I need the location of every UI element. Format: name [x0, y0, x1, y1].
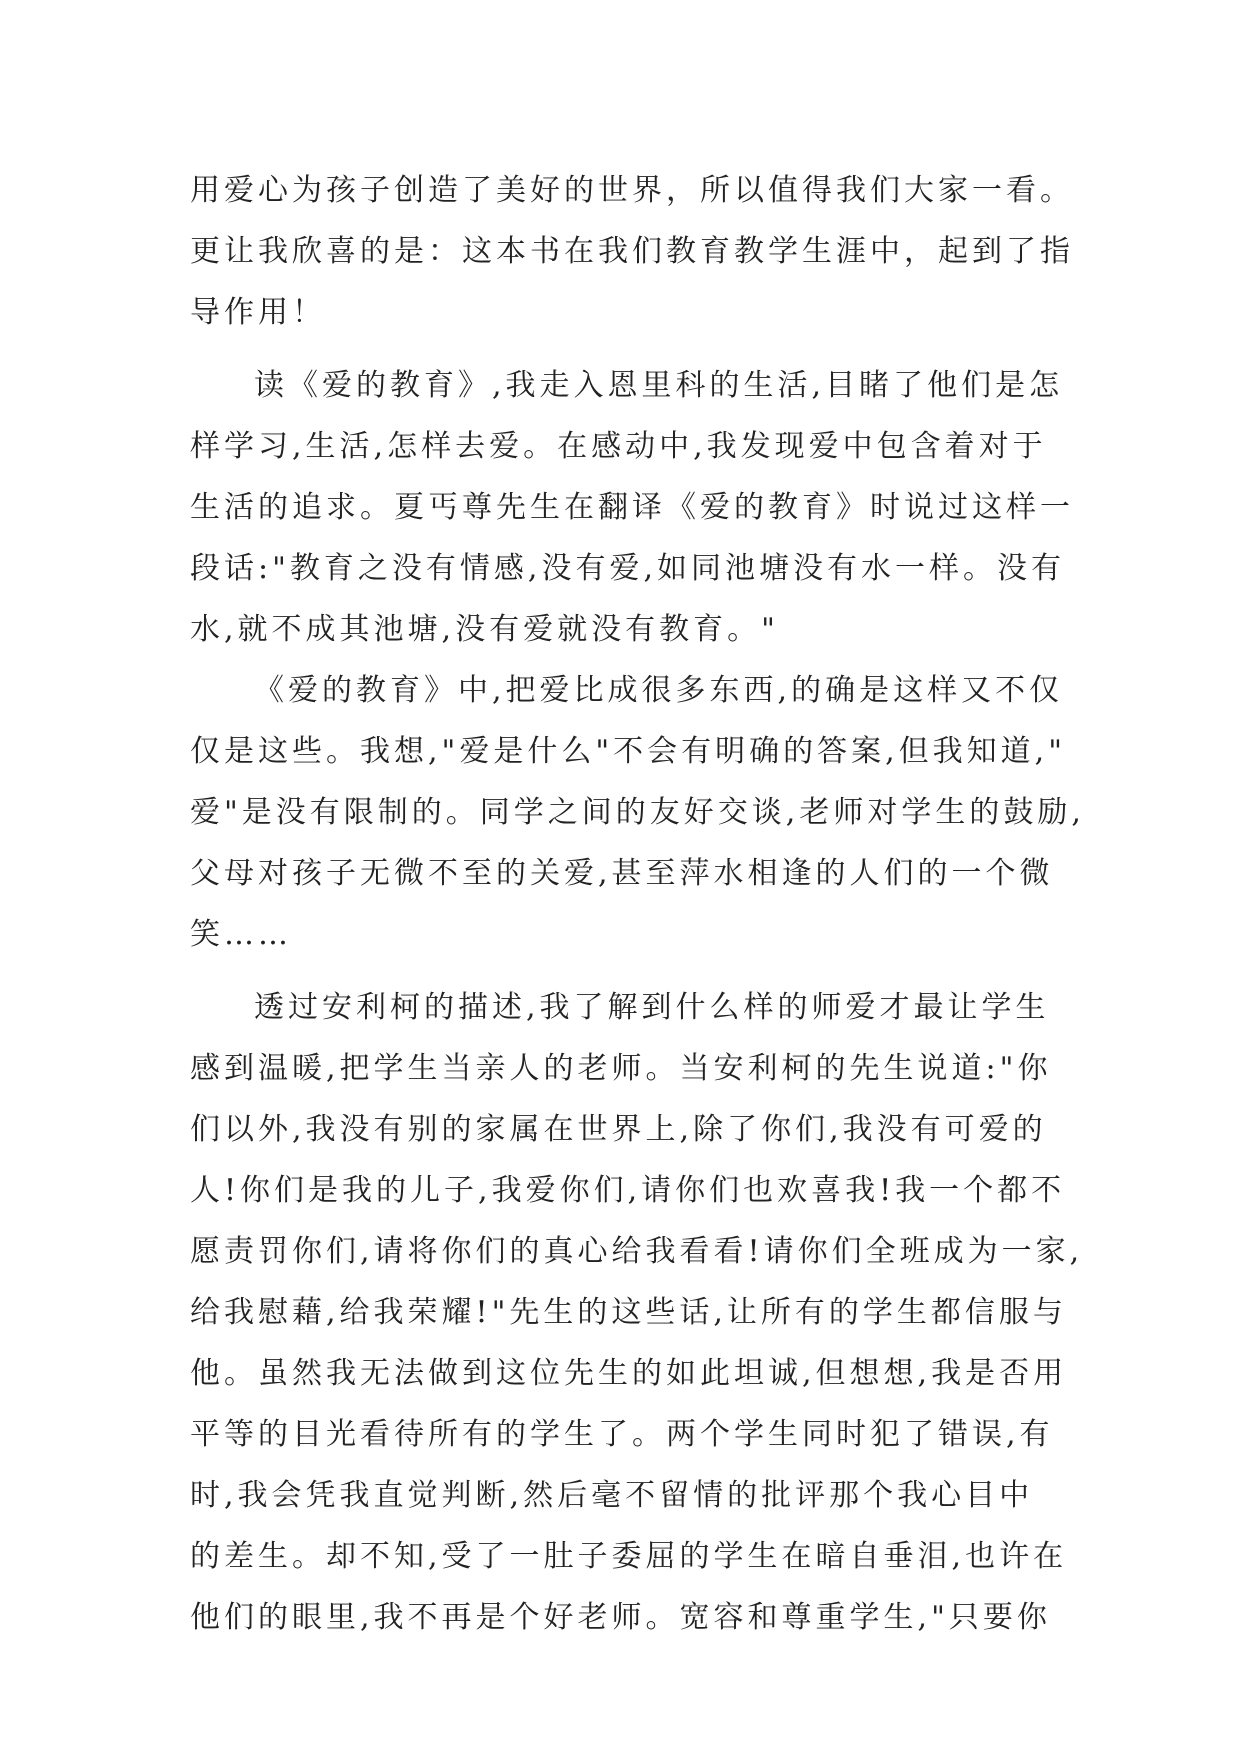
text-line: 用爱心为孩子创造了美好的世界，所以值得我们大家一看。: [190, 173, 1074, 208]
text-line: 仅是这些。我想,"爱是什么"不会有明确的答案,但我知道,": [190, 734, 1067, 769]
paragraph-2: [190, 355, 1074, 660]
text-line: 读《爱的教育》,我走入恩里科的生活,目睹了他们是怎: [254, 368, 1064, 403]
text-line: 给我慰藉,给我荣耀!"先生的这些话,让所有的学生都信服与: [190, 1295, 1067, 1330]
text-line: 人!你们是我的儿子,我爱你们,请你们也欢喜我!我一个都不: [190, 1173, 1066, 1208]
paragraph-3: [190, 660, 1085, 965]
paragraph-1: [190, 160, 1074, 343]
text-line: 父母对孩子无微不至的关爱,甚至萍水相逢的人们的一个微: [190, 856, 1054, 891]
text-line: 他们的眼里,我不再是个好老师。宽容和尊重学生,"只要你: [190, 1600, 1051, 1635]
text-line: 笑……: [190, 917, 292, 952]
text-line: 样学习,生活,怎样去爱。在感动中,我发现爱中包含着对于: [190, 429, 1047, 464]
document-body: [190, 160, 1085, 1648]
text-line: 爱"是没有限制的。同学之间的友好交谈,老师对学生的鼓励,: [190, 795, 1085, 830]
text-line: 《爱的教育》中,把爱比成很多东西,的确是这样又不仅: [254, 673, 1064, 708]
text-line: 更让我欣喜的是：这本书在我们教育教学生涯中，起到了指: [190, 234, 1074, 269]
text-line: 的差生。却不知,受了一肚子委屈的学生在暗自垂泪,也许在: [190, 1539, 1068, 1574]
text-line: 导作用！: [190, 295, 326, 330]
text-line: 愿责罚你们,请将你们的真心给我看看!请你们全班成为一家,: [190, 1234, 1084, 1269]
text-line: 平等的目光看待所有的学生了。两个学生同时犯了错误,有: [190, 1417, 1054, 1452]
text-line: 透过安利柯的描述,我了解到什么样的师爱才最让学生: [254, 990, 1050, 1025]
text-line: 时,我会凭我直觉判断,然后毫不留情的批评那个我心目中: [190, 1478, 1034, 1513]
text-line: 感到温暖,把学生当亲人的老师。当安利柯的先生说道:"你: [190, 1051, 1052, 1086]
text-line: 生活的追求。夏丐尊先生在翻译《爱的教育》时说过这样一: [190, 490, 1074, 525]
text-line: 段话:"教育之没有情感,没有爱,如同池塘没有水一样。没有: [190, 551, 1065, 586]
text-line: 他。虽然我无法做到这位先生的如此坦诚,但想想,我是否用: [190, 1356, 1068, 1391]
paragraph-4: [190, 977, 1084, 1648]
text-line: 们以外,我没有别的家属在世界上,除了你们,我没有可爱的: [190, 1112, 1047, 1147]
text-line: 水,就不成其池塘,没有爱就没有教育。": [190, 612, 779, 647]
